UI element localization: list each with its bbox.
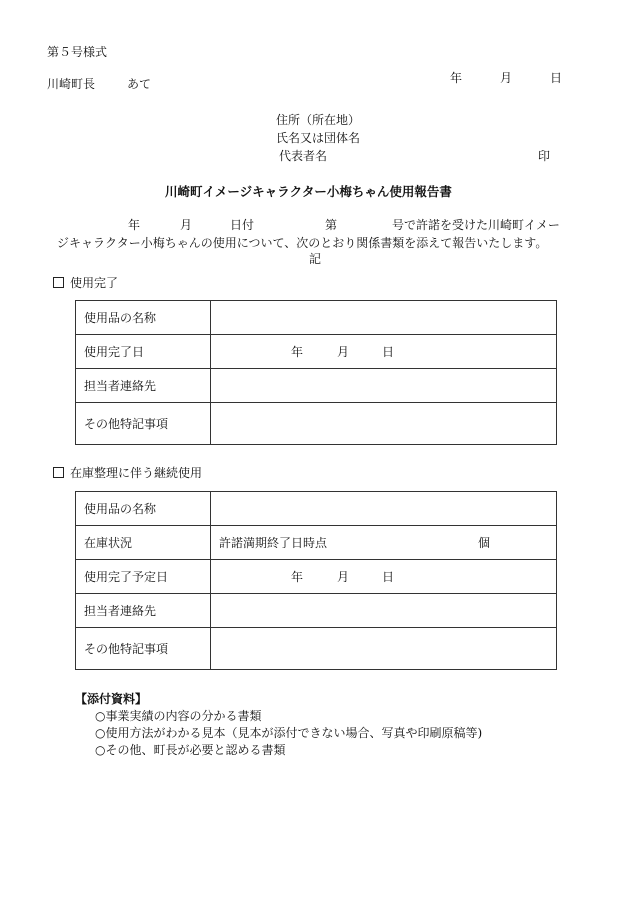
stock-unit: 個 [478, 536, 491, 550]
stock-status-text: 許諾満期終了日時点 [219, 536, 328, 550]
row-label: 使用完了日 [76, 335, 211, 369]
seal-mark: 印 [538, 149, 551, 163]
row-label: 在庫状況 [76, 526, 211, 560]
applicant-address-label: 住所（所在地） [276, 113, 361, 127]
date-day: 日 [550, 71, 563, 85]
planned-completion-date-field[interactable] [211, 560, 557, 594]
item-name-field[interactable] [211, 492, 557, 526]
applicant-representative-label: 代表者名 [279, 149, 328, 163]
section1-heading [53, 276, 118, 290]
addressee-suffix: あて [127, 77, 152, 91]
table-row [76, 526, 557, 560]
date-day-label: 日 [382, 570, 395, 584]
section2-checkbox[interactable] [53, 467, 64, 478]
item-name-field[interactable] [211, 301, 557, 335]
section2-heading-label: 在庫整理に伴う継続使用 [70, 466, 203, 480]
table-row [76, 369, 557, 403]
section1-heading-label: 使用完了 [70, 276, 119, 290]
row-label: 担当者連絡先 [76, 369, 211, 403]
table-row [76, 335, 557, 369]
stock-status-field[interactable] [211, 526, 557, 560]
remarks-field[interactable] [211, 628, 557, 670]
applicant-name-label: 氏名又は団体名 [276, 131, 361, 145]
table-row [76, 492, 557, 526]
table-row [76, 403, 557, 445]
row-label: 担当者連絡先 [76, 594, 211, 628]
table-row [76, 560, 557, 594]
section2-heading [53, 466, 202, 480]
intro-year: 年 [128, 218, 141, 232]
attachment-item: ○その他、町長が必要と認める書類 [95, 743, 286, 757]
row-label: その他特記事項 [76, 403, 211, 445]
row-label: その他特記事項 [76, 628, 211, 670]
intro-number-prefix: 第 [325, 218, 338, 232]
attachment-item: ○事業実績の内容の分かる書類 [95, 709, 262, 723]
row-label: 使用品の名称 [76, 301, 211, 335]
date-year: 年 [450, 71, 463, 85]
date-year-label: 年 [291, 570, 304, 584]
date-month-label: 月 [337, 345, 350, 359]
table-row [76, 628, 557, 670]
remarks-field[interactable] [211, 403, 557, 445]
table-row [76, 594, 557, 628]
attachment-item: ○使用方法がわかる見本（見本が添付できない場合、写真や印刷原稿等) [95, 726, 483, 740]
date-month-label: 月 [337, 570, 350, 584]
ki-mark: 記 [309, 252, 322, 266]
completion-date-field[interactable] [211, 335, 557, 369]
section1-checkbox[interactable] [53, 277, 64, 288]
intro-line1-rest: 号で許諾を受けた川崎町イメー [392, 218, 560, 232]
intro-day-dated: 日付 [230, 218, 255, 232]
section1-table [75, 300, 557, 445]
row-label: 使用品の名称 [76, 492, 211, 526]
date-year-label: 年 [291, 345, 304, 359]
intro-month: 月 [180, 218, 193, 232]
table-row [76, 301, 557, 335]
form-number: 第５号様式 [47, 45, 108, 59]
contact-field[interactable] [211, 369, 557, 403]
contact-field[interactable] [211, 594, 557, 628]
row-label: 使用完了予定日 [76, 560, 211, 594]
attachments-heading: 【添付資料】 [75, 692, 148, 706]
addressee: 川崎町長 [47, 77, 96, 91]
date-month: 月 [500, 71, 513, 85]
intro-line2: ジキャラクター小梅ちゃんの使用について、次のとおり関係書類を添えて報告いたします。 [57, 236, 548, 250]
section2-table [75, 491, 557, 670]
document-title: 川崎町イメージキャラクター小梅ちゃん使用報告書 [165, 184, 452, 199]
date-day-label: 日 [382, 345, 395, 359]
